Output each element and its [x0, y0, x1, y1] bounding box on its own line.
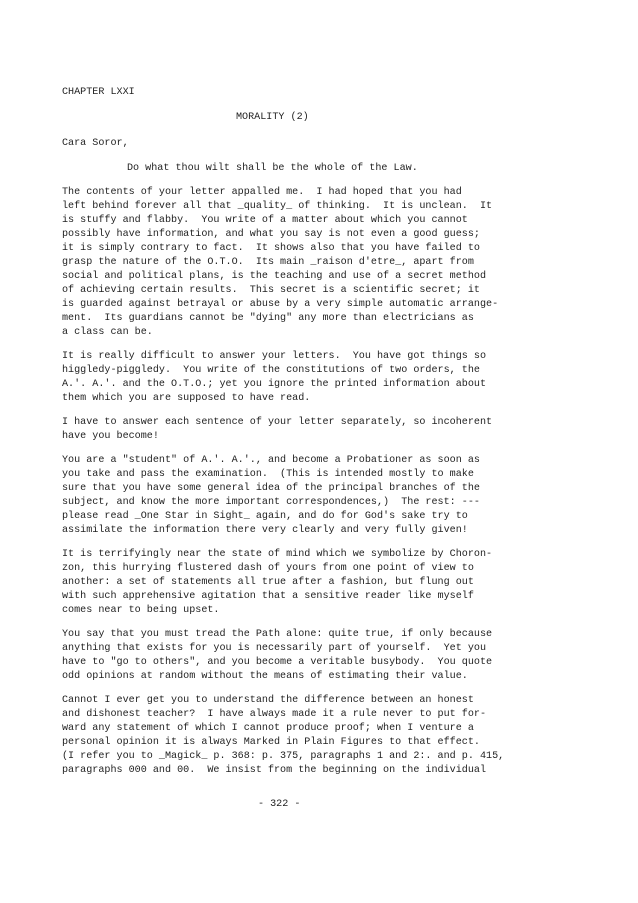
text-line: The contents of your letter appalled me. I had hoped that you had	[62, 187, 462, 198]
section-title: MORALITY (2)	[236, 112, 309, 123]
text-line: higgledy-piggledy. You write of the constitutions of two orders, the	[62, 365, 480, 376]
text-line: social and political plans, is the teaching and use of a secret method	[62, 271, 487, 282]
text-line: ment. Its guardians cannot be "dying" any more than electricians as	[62, 313, 474, 324]
text-line: (I refer you to _Magick_ p. 368: p. 375, paragraphs 1 and 2:. and p. 415,	[62, 751, 505, 762]
text-line: grasp the nature of the O.T.O. Its main _raison d'etre_, apart from	[62, 257, 474, 268]
salutation: Cara Soror,	[62, 138, 129, 149]
text-line: zon, this hurrying flustered dash of yours from one point of view to	[62, 563, 474, 574]
page-number: - 322 -	[258, 799, 301, 810]
text-line: left behind forever all that _quality_ of thinking. It is unclean. It	[62, 201, 493, 212]
text-line: A.'. A.'. and the O.T.O.; yet you ignore the printed information about	[62, 379, 487, 390]
text-line: another: a set of statements all true after a fashion, but flung out	[62, 577, 474, 588]
text-line: and dishonest teacher? I have always made it a rule never to put for-	[62, 709, 487, 720]
text-line: of achieving certain results. This secret is a scientific secret; it	[62, 285, 480, 296]
text-line: possibly have information, and what you say is not even a good guess;	[62, 229, 480, 240]
text-line: subject, and know the more important correspondences,) The rest: ---	[62, 497, 480, 508]
text-line: anything that exists for you is necessarily part of yourself. Yet you	[62, 643, 487, 654]
text-line: have you become!	[62, 431, 159, 442]
text-line: a class can be.	[62, 327, 153, 338]
text-line: You are a "student" of A.'. A.'., and become a Probationer as soon as	[62, 455, 480, 466]
chapter-heading: CHAPTER LXXI	[62, 87, 135, 98]
text-line: sure that you have some general idea of the principal branches of the	[62, 483, 480, 494]
text-line: it is simply contrary to fact. It shows also that you have failed to	[62, 243, 480, 254]
text-line: personal opinion it is always Marked in Plain Figures to that effect.	[62, 737, 480, 748]
text-line: ward any statement of which I cannot produce proof; when I venture a	[62, 723, 474, 734]
text-line: with such apprehensive agitation that a sensitive reader like myself	[62, 591, 474, 602]
text-line: assimilate the information there very clearly and very fully given!	[62, 525, 468, 536]
text-line: It is terrifyingly near the state of mind which we symbolize by Choron-	[62, 549, 493, 560]
invocation: Do what thou wilt shall be the whole of the Law.	[127, 163, 418, 174]
text-line: them which you are supposed to have read.	[62, 393, 311, 404]
text-line: odd opinions at random without the means of estimating their value.	[62, 671, 468, 682]
text-line: You say that you must tread the Path alone: quite true, if only because	[62, 629, 493, 640]
text-line: you take and pass the examination. (This is intended mostly to make	[62, 469, 474, 480]
text-line: is stuffy and flabby. You write of a matter about which you cannot	[62, 215, 468, 226]
text-line: please read _One Star in Sight_ again, and do for God's sake try to	[62, 511, 468, 522]
text-line: is guarded against betrayal or abuse by a very simple automatic arrange-	[62, 299, 499, 310]
text-line: paragraphs 000 and 00. We insist from the beginning on the individual	[62, 765, 487, 776]
text-line: It is really difficult to answer your letters. You have got things so	[62, 351, 487, 362]
text-line: comes near to being upset.	[62, 605, 220, 616]
text-line: have to "go to others", and you become a veritable busybody. You quote	[62, 657, 493, 668]
text-line: Cannot I ever get you to understand the difference between an honest	[62, 695, 474, 706]
text-line: I have to answer each sentence of your letter separately, so incoherent	[62, 417, 493, 428]
